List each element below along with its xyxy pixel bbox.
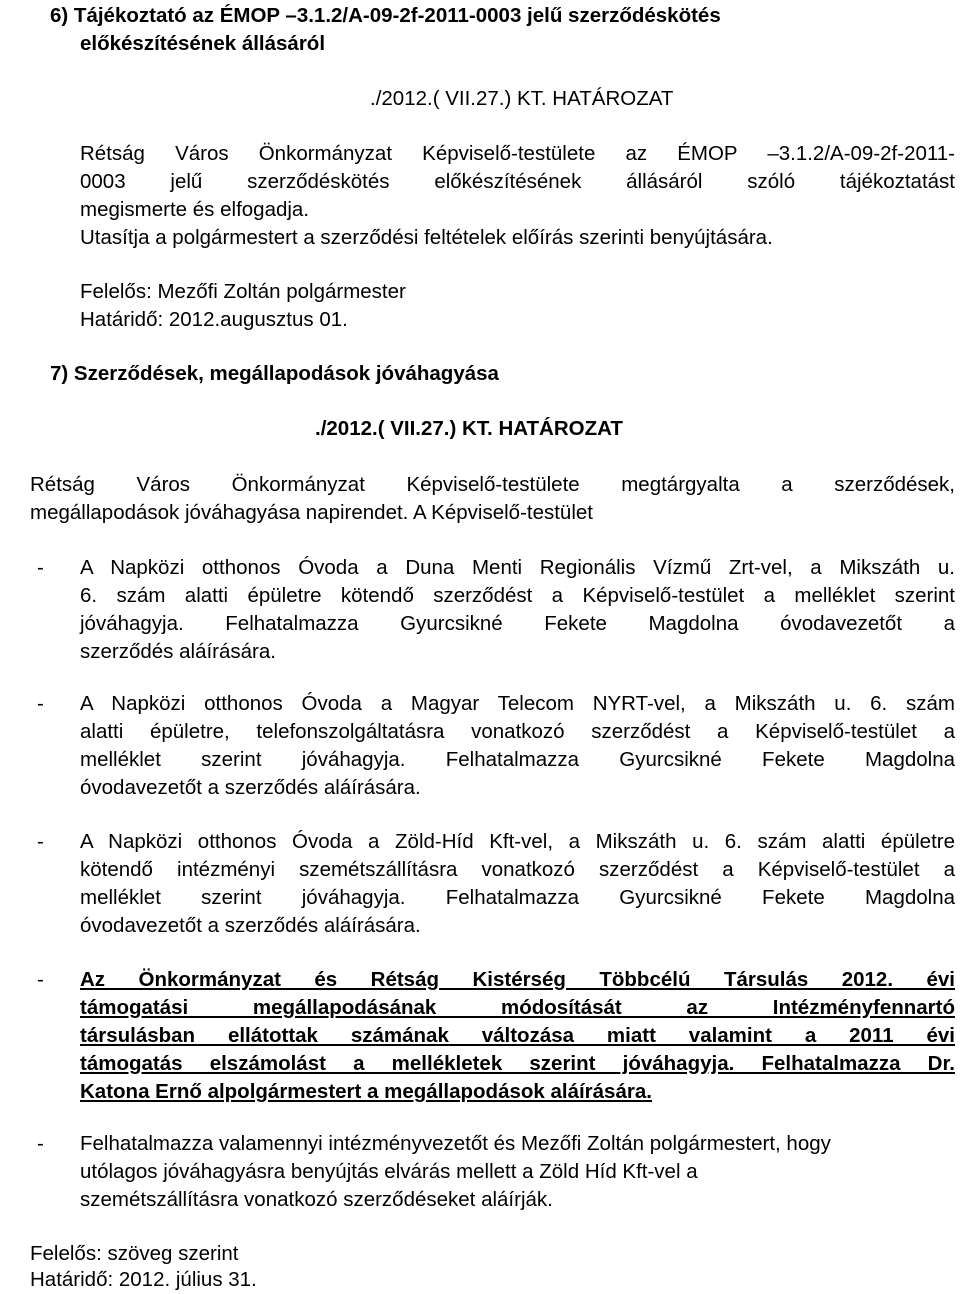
list-bullet-dash: - <box>37 556 44 579</box>
section6-body-line: megismerte és elfogadja. <box>80 198 310 221</box>
list-item-line: A Napközi otthonos Óvoda a Duna Menti Regionális Vízmű Zrt-vel, a Mikszáth u. <box>80 556 955 579</box>
list-item-line: kötendő intézményi szemétszállításra vonatkozó szerződést a Képviselő-testület a <box>80 858 955 881</box>
section7-intro-line: megállapodások jóváhagyása napirendet. A Képviselő-testület <box>30 501 593 524</box>
section6-responsible: Felelős: Mezőfi Zoltán polgármester <box>80 280 406 303</box>
list-item-line-emphasized: támogatás elszámolást a mellékletek szerint jóváhagyja. Felhatalmazza Dr. <box>80 1052 955 1075</box>
list-item-line: alatti épületre, telefonszolgáltatásra vonatkozó szerződést a Képviselő-testület a <box>80 720 955 743</box>
list-item-line-emphasized: Katona Ernő alpolgármestert a megállapodások aláírására. <box>80 1080 652 1103</box>
list-item-line: óvodavezetőt a szerződés aláírására. <box>80 776 421 799</box>
section6-heading-line1: 6) Tájékoztató az ÉMOP –3.1.2/A-09-2f-2011-0003 jelű szerződéskötés <box>50 4 721 27</box>
section6-body-line: Utasítja a polgármestert a szerződési feltételek előírás szerinti benyújtására. <box>80 226 773 249</box>
list-bullet-dash: - <box>37 830 44 853</box>
list-item-line: Felhatalmazza valamennyi intézményvezetőt és Mezőfi Zoltán polgármestert, hogy <box>80 1132 831 1155</box>
section7-resolution-number: ./2012.( VII.27.) KT. HATÁROZAT <box>315 417 623 440</box>
section7-intro-line: Rétság Város Önkormányzat Képviselő-testülete megtárgyalta a szerződések, <box>30 473 955 496</box>
section7-deadline: Határidő: 2012. július 31. <box>30 1268 257 1291</box>
list-item-line: melléklet szerint jóváhagyja. Felhatalmazza Gyurcsikné Fekete Magdolna <box>80 748 955 771</box>
list-bullet-dash: - <box>37 692 44 715</box>
list-bullet-dash: - <box>37 1132 44 1155</box>
list-item-line-emphasized: Az Önkormányzat és Rétság Kistérség Többcélú Társulás 2012. évi <box>80 968 955 991</box>
section6-body-line: Rétság Város Önkormányzat Képviselő-testülete az ÉMOP –3.1.2/A-09-2f-2011- <box>80 142 955 165</box>
list-item-line: 6. szám alatti épületre kötendő szerződést a Képviselő-testület a melléklet szerint <box>80 584 955 607</box>
list-item-line: utólagos jóváhagyásra benyújtás elvárás mellett a Zöld Híd Kft-vel a <box>80 1160 698 1183</box>
list-item-line: szerződés aláírására. <box>80 640 276 663</box>
list-item-line: óvodavezetőt a szerződés aláírására. <box>80 914 421 937</box>
section6-heading-line2: előkészítésének állásáról <box>80 32 326 55</box>
list-item-line: melléklet szerint jóváhagyja. Felhatalmazza Gyurcsikné Fekete Magdolna <box>80 886 955 909</box>
list-item-line: szemétszállításra vonatkozó szerződéseket aláírják. <box>80 1188 553 1211</box>
list-item-line-emphasized: támogatási megállapodásának módosítását az Intézményfennartó <box>80 996 955 1019</box>
list-item-line: jóváhagyja. Felhatalmazza Gyurcsikné Fekete Magdolna óvodavezetőt a <box>80 612 955 635</box>
section7-heading: 7) Szerződések, megállapodások jóváhagyása <box>50 362 499 385</box>
section6-deadline: Határidő: 2012.augusztus 01. <box>80 308 348 331</box>
list-bullet-dash: - <box>37 968 44 991</box>
section6-body-line: 0003 jelű szerződéskötés előkészítésének állásáról szóló tájékoztatást <box>80 170 955 193</box>
section7-responsible: Felelős: szöveg szerint <box>30 1242 239 1265</box>
list-item-line-emphasized: társulásban ellátottak számának változása miatt valamint a 2011 évi <box>80 1024 955 1047</box>
section6-resolution-number: ./2012.( VII.27.) KT. HATÁROZAT <box>370 87 674 110</box>
list-item-line: A Napközi otthonos Óvoda a Zöld-Híd Kft-vel, a Mikszáth u. 6. szám alatti épületre <box>80 830 955 853</box>
list-item-line: A Napközi otthonos Óvoda a Magyar Telecom NYRT-vel, a Mikszáth u. 6. szám <box>80 692 955 715</box>
